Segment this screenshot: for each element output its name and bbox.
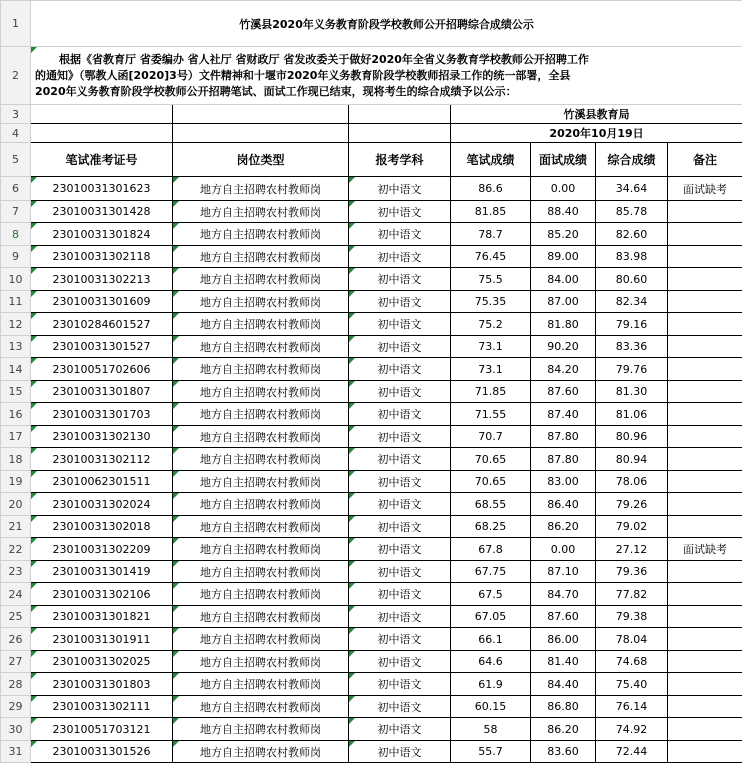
total-score-cell[interactable]: 78.06 [596, 471, 668, 493]
exam-id-cell[interactable]: 23010031302112 [31, 448, 173, 471]
interview-score-cell[interactable]: 81.40 [531, 651, 596, 673]
interview-score-cell[interactable]: 84.20 [531, 358, 596, 381]
exam-id-cell[interactable]: 23010031301609 [31, 291, 173, 313]
note-cell[interactable] [668, 223, 742, 246]
table-row [1, 651, 742, 673]
note-cell[interactable] [668, 381, 742, 403]
total-score-cell[interactable]: 83.36 [596, 336, 668, 358]
interview-score-cell[interactable]: 87.80 [531, 448, 596, 471]
subject-cell[interactable]: 初中语文 [349, 426, 451, 448]
total-score-cell[interactable]: 80.94 [596, 448, 668, 471]
total-score-cell[interactable]: 79.38 [596, 606, 668, 628]
exam-id-cell[interactable]: 23010062301511 [31, 471, 173, 493]
table-row [1, 718, 742, 741]
note-cell[interactable] [668, 403, 742, 426]
written-score-cell[interactable]: 70.7 [451, 426, 531, 448]
post-type-cell[interactable]: 地方自主招聘农村教师岗 [173, 471, 349, 493]
interview-score-cell[interactable]: 83.60 [531, 741, 596, 763]
subject-cell[interactable]: 初中语文 [349, 696, 451, 718]
written-score-cell[interactable]: 64.6 [451, 651, 531, 673]
post-type-cell[interactable]: 地方自主招聘农村教师岗 [173, 336, 349, 358]
subject-cell[interactable]: 初中语文 [349, 583, 451, 606]
row-header[interactable]: 22 [1, 538, 31, 561]
post-type-cell[interactable]: 地方自主招聘农村教师岗 [173, 696, 349, 718]
post-type-cell[interactable]: 地方自主招聘农村教师岗 [173, 606, 349, 628]
row-header[interactable]: 2 [1, 47, 31, 105]
interview-score-cell[interactable]: 0.00 [531, 177, 596, 201]
row-header[interactable]: 13 [1, 336, 31, 358]
row-header[interactable]: 6 [1, 177, 31, 201]
post-type-cell[interactable]: 地方自主招聘农村教师岗 [173, 448, 349, 471]
row-header[interactable]: 7 [1, 201, 31, 223]
written-score-cell[interactable]: 76.45 [451, 246, 531, 268]
row-header[interactable]: 27 [1, 651, 31, 673]
note-cell[interactable] [668, 516, 742, 538]
exam-id-cell[interactable]: 23010031302018 [31, 516, 173, 538]
interview-score-cell[interactable]: 83.00 [531, 471, 596, 493]
exam-id-cell[interactable]: 23010031301526 [31, 741, 173, 763]
total-score-cell[interactable]: 79.36 [596, 561, 668, 583]
note-cell[interactable] [668, 426, 742, 448]
notice-line: 的通知》（鄂教人函[2020]3号）文件精神和十堰市2020年义务教育阶段学校教师招录工作的统一部署，全县 [35, 68, 571, 82]
table-row [1, 381, 742, 403]
exam-id-cell[interactable]: 23010031301824 [31, 223, 173, 246]
subject-cell[interactable]: 初中语文 [349, 403, 451, 426]
total-score-cell[interactable]: 79.26 [596, 493, 668, 516]
table-row [1, 201, 742, 223]
header-interview-score[interactable]: 面试成绩 [531, 143, 596, 177]
written-score-cell[interactable]: 67.05 [451, 606, 531, 628]
total-score-cell[interactable]: 79.76 [596, 358, 668, 381]
post-type-cell[interactable]: 地方自主招聘农村教师岗 [173, 291, 349, 313]
issuer-row [1, 105, 742, 124]
table-row [1, 448, 742, 471]
interview-score-cell[interactable]: 90.20 [531, 336, 596, 358]
written-score-cell[interactable]: 60.15 [451, 696, 531, 718]
header-post-type[interactable]: 岗位类型 [173, 143, 349, 177]
exam-id-cell[interactable]: 23010031302209 [31, 538, 173, 561]
row-header[interactable]: 4 [1, 124, 31, 143]
total-score-cell[interactable]: 34.64 [596, 177, 668, 201]
table-row [1, 606, 742, 628]
row-header[interactable]: 28 [1, 673, 31, 696]
total-score-cell[interactable]: 80.60 [596, 268, 668, 291]
row-header[interactable]: 31 [1, 741, 31, 763]
subject-cell[interactable]: 初中语文 [349, 201, 451, 223]
date-row [1, 124, 742, 143]
exam-id-cell[interactable]: 23010284601527 [31, 313, 173, 336]
table-row [1, 336, 742, 358]
row-header[interactable]: 17 [1, 426, 31, 448]
cell[interactable] [31, 105, 173, 124]
header-written-score[interactable]: 笔试成绩 [451, 143, 531, 177]
post-type-cell[interactable]: 地方自主招聘农村教师岗 [173, 741, 349, 763]
written-score-cell[interactable]: 75.2 [451, 313, 531, 336]
note-cell[interactable] [668, 696, 742, 718]
total-score-cell[interactable]: 72.44 [596, 741, 668, 763]
row-header[interactable]: 1 [1, 1, 31, 47]
exam-id-cell[interactable]: 23010031301803 [31, 673, 173, 696]
total-score-cell[interactable]: 27.12 [596, 538, 668, 561]
table-row [1, 696, 742, 718]
header-total-score[interactable]: 综合成绩 [596, 143, 668, 177]
note-cell[interactable]: 面试缺考 [668, 177, 742, 201]
note-cell[interactable] [668, 583, 742, 606]
exam-id-cell[interactable]: 23010031302130 [31, 426, 173, 448]
header-note[interactable]: 备注 [668, 143, 742, 177]
written-score-cell[interactable]: 67.5 [451, 583, 531, 606]
interview-score-cell[interactable]: 87.10 [531, 561, 596, 583]
row-header[interactable]: 3 [1, 105, 31, 124]
written-score-cell[interactable]: 68.25 [451, 516, 531, 538]
table-row [1, 561, 742, 583]
subject-cell[interactable]: 初中语文 [349, 291, 451, 313]
subject-cell[interactable]: 初中语文 [349, 741, 451, 763]
subject-cell[interactable]: 初中语文 [349, 246, 451, 268]
post-type-cell[interactable]: 地方自主招聘农村教师岗 [173, 381, 349, 403]
written-score-cell[interactable]: 86.6 [451, 177, 531, 201]
date-cell[interactable]: 2020年10月19日 [451, 124, 742, 143]
table-row [1, 493, 742, 516]
total-score-cell[interactable]: 82.34 [596, 291, 668, 313]
exam-id-cell[interactable]: 23010031301911 [31, 628, 173, 651]
post-type-cell[interactable]: 地方自主招聘农村教师岗 [173, 583, 349, 606]
total-score-cell[interactable]: 85.78 [596, 201, 668, 223]
notice-row [1, 47, 742, 105]
interview-score-cell[interactable]: 87.00 [531, 291, 596, 313]
exam-id-cell[interactable]: 23010031302025 [31, 651, 173, 673]
table-row [1, 268, 742, 291]
post-type-cell[interactable]: 地方自主招聘农村教师岗 [173, 358, 349, 381]
total-score-cell[interactable]: 82.60 [596, 223, 668, 246]
post-type-cell[interactable]: 地方自主招聘农村教师岗 [173, 718, 349, 741]
table-row [1, 358, 742, 381]
total-score-cell[interactable]: 81.30 [596, 381, 668, 403]
note-cell[interactable] [668, 718, 742, 741]
header-exam-id[interactable]: 笔试准考证号 [31, 143, 173, 177]
total-score-cell[interactable]: 78.04 [596, 628, 668, 651]
total-score-cell[interactable]: 75.40 [596, 673, 668, 696]
interview-score-cell[interactable]: 86.00 [531, 628, 596, 651]
exam-id-cell[interactable]: 23010031301527 [31, 336, 173, 358]
table-row [1, 628, 742, 651]
row-header[interactable]: 24 [1, 583, 31, 606]
post-type-cell[interactable]: 地方自主招聘农村教师岗 [173, 493, 349, 516]
post-type-cell[interactable]: 地方自主招聘农村教师岗 [173, 561, 349, 583]
written-score-cell[interactable]: 78.7 [451, 223, 531, 246]
written-score-cell[interactable]: 81.85 [451, 201, 531, 223]
interview-score-cell[interactable]: 87.60 [531, 606, 596, 628]
note-cell[interactable] [668, 313, 742, 336]
cell[interactable] [349, 105, 451, 124]
cell[interactable] [31, 124, 173, 143]
row-header[interactable]: 29 [1, 696, 31, 718]
row-header[interactable]: 5 [1, 143, 31, 177]
subject-cell[interactable]: 初中语文 [349, 651, 451, 673]
table-row [1, 471, 742, 493]
row-header[interactable]: 23 [1, 561, 31, 583]
written-score-cell[interactable]: 73.1 [451, 358, 531, 381]
interview-score-cell[interactable]: 84.70 [531, 583, 596, 606]
interview-score-cell[interactable]: 84.00 [531, 268, 596, 291]
written-score-cell[interactable]: 70.65 [451, 448, 531, 471]
table-row [1, 741, 742, 763]
written-score-cell[interactable]: 71.85 [451, 381, 531, 403]
total-score-cell[interactable]: 77.82 [596, 583, 668, 606]
notice-paragraph[interactable] [31, 47, 742, 105]
title-row [1, 1, 742, 47]
post-type-cell[interactable]: 地方自主招聘农村教师岗 [173, 651, 349, 673]
post-type-cell[interactable]: 地方自主招聘农村教师岗 [173, 313, 349, 336]
written-score-cell[interactable]: 75.5 [451, 268, 531, 291]
note-cell[interactable] [668, 673, 742, 696]
interview-score-cell[interactable]: 88.40 [531, 201, 596, 223]
interview-score-cell[interactable]: 86.20 [531, 516, 596, 538]
subject-cell[interactable]: 初中语文 [349, 538, 451, 561]
total-score-cell[interactable]: 74.68 [596, 651, 668, 673]
interview-score-cell[interactable]: 87.60 [531, 381, 596, 403]
written-score-cell[interactable]: 61.9 [451, 673, 531, 696]
subject-cell[interactable]: 初中语文 [349, 516, 451, 538]
row-header[interactable]: 14 [1, 358, 31, 381]
written-score-cell[interactable]: 73.1 [451, 336, 531, 358]
issuer-cell[interactable]: 竹溪县教育局 [451, 105, 742, 124]
row-header[interactable]: 16 [1, 403, 31, 426]
post-type-cell[interactable]: 地方自主招聘农村教师岗 [173, 403, 349, 426]
subject-cell[interactable]: 初中语文 [349, 471, 451, 493]
interview-score-cell[interactable]: 86.20 [531, 718, 596, 741]
subject-cell[interactable]: 初中语文 [349, 268, 451, 291]
table-row [1, 403, 742, 426]
subject-cell[interactable]: 初中语文 [349, 673, 451, 696]
subject-cell[interactable]: 初中语文 [349, 561, 451, 583]
exam-id-cell[interactable]: 23010031302106 [31, 583, 173, 606]
interview-score-cell[interactable]: 86.80 [531, 696, 596, 718]
note-cell[interactable] [668, 448, 742, 471]
row-header[interactable]: 11 [1, 291, 31, 313]
note-cell[interactable] [668, 493, 742, 516]
note-cell[interactable] [668, 291, 742, 313]
written-score-cell[interactable]: 70.65 [451, 471, 531, 493]
table-row [1, 538, 742, 561]
note-cell[interactable] [668, 358, 742, 381]
interview-score-cell[interactable]: 87.40 [531, 403, 596, 426]
interview-score-cell[interactable]: 89.00 [531, 246, 596, 268]
table-row [1, 516, 742, 538]
total-score-cell[interactable]: 76.14 [596, 696, 668, 718]
row-header[interactable]: 25 [1, 606, 31, 628]
notice-line: 2020年义务教育阶段学校教师公开招聘笔试、面试工作现已结束，现将考生的综合成绩予以公示： [35, 84, 517, 98]
total-score-cell[interactable]: 80.96 [596, 426, 668, 448]
subject-cell[interactable]: 初中语文 [349, 358, 451, 381]
row-header[interactable]: 21 [1, 516, 31, 538]
row-header[interactable]: 26 [1, 628, 31, 651]
written-score-cell[interactable]: 66.1 [451, 628, 531, 651]
table-row [1, 313, 742, 336]
written-score-cell[interactable]: 58 [451, 718, 531, 741]
table-row [1, 177, 742, 201]
note-cell[interactable] [668, 246, 742, 268]
interview-score-cell[interactable]: 87.80 [531, 426, 596, 448]
subject-cell[interactable]: 初中语文 [349, 448, 451, 471]
total-score-cell[interactable]: 81.06 [596, 403, 668, 426]
note-cell[interactable]: 面试缺考 [668, 538, 742, 561]
written-score-cell[interactable]: 71.55 [451, 403, 531, 426]
exam-id-cell[interactable]: 23010031302118 [31, 246, 173, 268]
subject-cell[interactable]: 初中语文 [349, 606, 451, 628]
post-type-cell[interactable]: 地方自主招聘农村教师岗 [173, 538, 349, 561]
post-type-cell[interactable]: 地方自主招聘农村教师岗 [173, 177, 349, 201]
written-score-cell[interactable]: 75.35 [451, 291, 531, 313]
exam-id-cell[interactable]: 23010051702606 [31, 358, 173, 381]
written-score-cell[interactable]: 67.8 [451, 538, 531, 561]
exam-id-cell[interactable]: 23010031301419 [31, 561, 173, 583]
post-type-cell[interactable]: 地方自主招聘农村教师岗 [173, 673, 349, 696]
written-score-cell[interactable]: 55.7 [451, 741, 531, 763]
note-cell[interactable] [668, 336, 742, 358]
post-type-cell[interactable]: 地方自主招聘农村教师岗 [173, 426, 349, 448]
subject-cell[interactable]: 初中语文 [349, 493, 451, 516]
interview-score-cell[interactable]: 86.40 [531, 493, 596, 516]
interview-score-cell[interactable]: 81.80 [531, 313, 596, 336]
exam-id-cell[interactable]: 23010031302024 [31, 493, 173, 516]
post-type-cell[interactable]: 地方自主招聘农村教师岗 [173, 628, 349, 651]
written-score-cell[interactable]: 68.55 [451, 493, 531, 516]
exam-id-cell[interactable]: 23010031301807 [31, 381, 173, 403]
post-type-cell[interactable]: 地方自主招聘农村教师岗 [173, 246, 349, 268]
exam-id-cell[interactable]: 23010031301428 [31, 201, 173, 223]
note-cell[interactable] [668, 628, 742, 651]
total-score-cell[interactable]: 79.16 [596, 313, 668, 336]
post-type-cell[interactable]: 地方自主招聘农村教师岗 [173, 268, 349, 291]
exam-id-cell[interactable]: 23010031302111 [31, 696, 173, 718]
row-header[interactable]: 19 [1, 471, 31, 493]
exam-id-cell[interactable]: 23010051703121 [31, 718, 173, 741]
post-type-cell[interactable]: 地方自主招聘农村教师岗 [173, 516, 349, 538]
interview-score-cell[interactable]: 0.00 [531, 538, 596, 561]
exam-id-cell[interactable]: 23010031302213 [31, 268, 173, 291]
row-header[interactable]: 10 [1, 268, 31, 291]
note-cell[interactable] [668, 561, 742, 583]
exam-id-cell[interactable]: 23010031301821 [31, 606, 173, 628]
subject-cell[interactable]: 初中语文 [349, 223, 451, 246]
table-row [1, 246, 742, 268]
row-header[interactable]: 8 [1, 223, 31, 246]
post-type-cell[interactable]: 地方自主招聘农村教师岗 [173, 201, 349, 223]
cell[interactable] [173, 124, 349, 143]
row-header[interactable]: 9 [1, 246, 31, 268]
row-header[interactable]: 20 [1, 493, 31, 516]
subject-cell[interactable]: 初中语文 [349, 381, 451, 403]
note-cell[interactable] [668, 651, 742, 673]
table-row [1, 426, 742, 448]
table-row [1, 673, 742, 696]
post-type-cell[interactable]: 地方自主招聘农村教师岗 [173, 223, 349, 246]
header-subject[interactable]: 报考学科 [349, 143, 451, 177]
note-cell[interactable] [668, 201, 742, 223]
subject-cell[interactable]: 初中语文 [349, 177, 451, 201]
total-score-cell[interactable]: 74.92 [596, 718, 668, 741]
total-score-cell[interactable]: 83.98 [596, 246, 668, 268]
page-title[interactable]: 竹溪县2020年义务教育阶段学校教师公开招聘综合成绩公示 [31, 1, 742, 47]
row-header[interactable]: 18 [1, 448, 31, 471]
subject-cell[interactable]: 初中语文 [349, 313, 451, 336]
written-score-cell[interactable]: 67.75 [451, 561, 531, 583]
exam-id-cell[interactable]: 23010031301703 [31, 403, 173, 426]
total-score-cell[interactable]: 79.02 [596, 516, 668, 538]
header-row [1, 143, 742, 177]
notice-line: 根据《省教育厅 省委编办 省人社厅 省财政厅 省发改委关于做好2020年全省义务教育学校教师公开招聘工作 [59, 52, 589, 66]
table-row [1, 223, 742, 246]
cell[interactable] [173, 105, 349, 124]
interview-score-cell[interactable]: 84.40 [531, 673, 596, 696]
subject-cell[interactable]: 初中语文 [349, 718, 451, 741]
interview-score-cell[interactable]: 85.20 [531, 223, 596, 246]
note-cell[interactable] [668, 741, 742, 763]
subject-cell[interactable]: 初中语文 [349, 336, 451, 358]
note-cell[interactable] [668, 268, 742, 291]
row-header[interactable]: 12 [1, 313, 31, 336]
subject-cell[interactable]: 初中语文 [349, 628, 451, 651]
table-row [1, 291, 742, 313]
note-cell[interactable] [668, 471, 742, 493]
cell[interactable] [349, 124, 451, 143]
row-header[interactable]: 15 [1, 381, 31, 403]
row-header[interactable]: 30 [1, 718, 31, 741]
table-row [1, 583, 742, 606]
exam-id-cell[interactable]: 23010031301623 [31, 177, 173, 201]
note-cell[interactable] [668, 606, 742, 628]
